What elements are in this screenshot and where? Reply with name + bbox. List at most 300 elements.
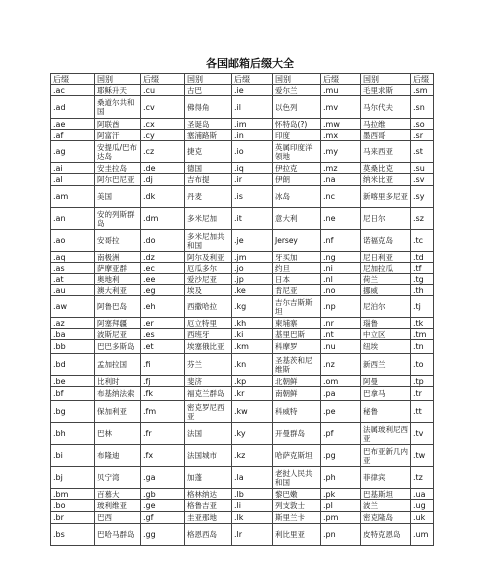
country-cell: 巴巴多斯岛: [95, 340, 141, 354]
country-cell: 丹麦: [185, 186, 232, 208]
suffix-cell: .sy: [411, 186, 434, 208]
country-cell: 法国城市: [185, 445, 232, 467]
suffix-cell: .td: [411, 252, 434, 263]
suffix-cell: .th: [411, 285, 434, 296]
country-cell: 伊朗: [273, 174, 321, 186]
suffix-cell: .il: [232, 96, 273, 119]
country-cell: 孟加拉国: [95, 354, 141, 376]
suffix-cell: .lb: [232, 489, 273, 500]
country-cell: 布基纳法索: [95, 387, 141, 401]
country-cell: 奥地利: [95, 274, 141, 285]
suffix-cell: .mw: [321, 119, 361, 130]
country-cell: 利比里亚: [273, 524, 321, 546]
suffix-cell: .ng: [321, 252, 361, 263]
country-cell: 巴西: [95, 512, 141, 524]
country-cell: 格鲁吉亚: [185, 500, 232, 512]
suffix-cell: .dk: [141, 186, 185, 208]
country-cell: 芬兰: [185, 354, 232, 376]
suffix-cell: .tw: [411, 445, 434, 467]
suffix-cell: .bi: [51, 445, 95, 467]
suffix-cell: .om: [321, 376, 361, 387]
country-cell: 毛里求斯: [361, 85, 411, 96]
country-cell: 瑙鲁: [361, 318, 411, 329]
table-row: [51, 376, 434, 387]
country-cell: 怀特岛(?): [273, 119, 321, 130]
page-title: 各国邮箱后缀大全: [206, 57, 294, 70]
table-row: [51, 467, 434, 489]
country-cell: 斯里兰卡: [273, 512, 321, 524]
suffix-cell: .jm: [232, 252, 273, 263]
suffix-cell: .af: [51, 130, 95, 141]
country-cell: 厄瓜多尔: [185, 263, 232, 274]
suffix-cell: .pn: [321, 524, 361, 546]
column-header: 国别: [95, 74, 141, 85]
suffix-cell: .fk: [141, 387, 185, 401]
suffix-cell: .tm: [411, 329, 434, 340]
country-cell: 圣诞岛: [185, 119, 232, 130]
suffix-cell: .tc: [411, 230, 434, 252]
suffix-cell: .er: [141, 318, 185, 329]
country-cell: 阿尔巴尼亚: [95, 174, 141, 186]
country-cell: 菲律宾: [361, 467, 411, 489]
suffix-cell: .et: [141, 340, 185, 354]
suffix-cell: .sz: [411, 208, 434, 230]
suffix-cell: .iq: [232, 163, 273, 174]
country-cell: 密克罗尼西亚: [185, 401, 232, 423]
table-row: [51, 423, 434, 445]
country-cell: 皮特克恩岛: [361, 524, 411, 546]
country-cell: 日本: [273, 274, 321, 285]
suffix-cell: .ec: [141, 263, 185, 274]
suffix-cell: .dz: [141, 252, 185, 263]
country-cell: 澳大利亚: [95, 285, 141, 296]
suffix-cell: .mv: [321, 96, 361, 119]
country-cell: 尼日利亚: [361, 252, 411, 263]
suffix-cell: .gb: [141, 489, 185, 500]
country-cell: 斐济: [185, 376, 232, 387]
suffix-cell: .fm: [141, 401, 185, 423]
suffix-cell: .dj: [141, 174, 185, 186]
suffix-cell: .az: [51, 318, 95, 329]
suffix-cell: .lk: [232, 512, 273, 524]
table-row: [51, 500, 434, 512]
suffix-cell: .pf: [321, 423, 361, 445]
suffix-cell: .bo: [51, 500, 95, 512]
country-cell: 吉布提: [185, 174, 232, 186]
country-cell: 德国: [185, 163, 232, 174]
suffix-cell: .eh: [141, 296, 185, 318]
column-header: 后缀: [51, 74, 95, 85]
suffix-cell: .be: [51, 376, 95, 387]
suffix-cell: .ae: [51, 119, 95, 130]
suffix-cell: .pm: [321, 512, 361, 524]
suffix-cell: .nu: [321, 340, 361, 354]
suffix-cell: .cx: [141, 119, 185, 130]
suffix-cell: .ge: [141, 500, 185, 512]
table-row: [51, 96, 434, 119]
suffix-cell: .su: [411, 163, 434, 174]
suffix-cell: .tg: [411, 274, 434, 285]
suffix-cell: .tt: [411, 401, 434, 423]
country-cell: 南极洲: [95, 252, 141, 263]
country-cell: 中立区: [361, 329, 411, 340]
suffix-cell: .na: [321, 174, 361, 186]
country-cell: 塞浦路斯: [185, 130, 232, 141]
country-cell: 安圭拉岛: [95, 163, 141, 174]
suffix-cell: .bg: [51, 401, 95, 423]
country-cell: 以色列: [273, 96, 321, 119]
country-cell: 吉尔吉斯斯坦: [273, 296, 321, 318]
column-header: 国别: [273, 74, 321, 85]
country-cell: 爱尔兰: [273, 85, 321, 96]
suffix-cell: .tn: [411, 340, 434, 354]
table-row: [51, 263, 434, 274]
suffix-cell: .tk: [411, 318, 434, 329]
country-cell: 圭亚那地: [185, 512, 232, 524]
suffix-cell: .nr: [321, 318, 361, 329]
suffix-cell: .fi: [141, 354, 185, 376]
suffix-cell: .an: [51, 208, 95, 230]
suffix-cell: .bb: [51, 340, 95, 354]
suffix-cell: .nz: [321, 354, 361, 376]
suffix-cell: .ki: [232, 329, 273, 340]
country-cell: 巴基斯坦: [361, 489, 411, 500]
country-cell: 圣基茨和尼维斯: [273, 354, 321, 376]
suffix-cell: .pa: [321, 387, 361, 401]
suffix-cell: .fr: [141, 423, 185, 445]
country-cell: 挪威: [361, 285, 411, 296]
country-cell: 巴哈马群岛: [95, 524, 141, 546]
suffix-cell: .do: [141, 230, 185, 252]
table-row: [51, 141, 434, 163]
country-cell: 荷兰: [361, 274, 411, 285]
suffix-cell: .ie: [232, 85, 273, 96]
country-cell: 马尔代夫: [361, 96, 411, 119]
country-cell: 纳米比亚: [361, 174, 411, 186]
suffix-cell: .gf: [141, 512, 185, 524]
country-cell: 捷克: [185, 141, 232, 163]
country-cell: 埃及: [185, 285, 232, 296]
country-cell: 马来西亚: [361, 141, 411, 163]
suffix-cell: .ir: [232, 174, 273, 186]
suffix-cell: .um: [411, 524, 434, 546]
column-header: 后缀: [232, 74, 273, 85]
table-row: [51, 163, 434, 174]
country-cell: 哈萨克斯坦: [273, 445, 321, 467]
suffix-cell: .no: [321, 285, 361, 296]
country-cell: 柬埔寨: [273, 318, 321, 329]
table-row: [51, 296, 434, 318]
suffix-cell: .tr: [411, 387, 434, 401]
suffix-cell: .gg: [141, 524, 185, 546]
table-header-row: [51, 74, 434, 85]
country-cell: 阿鲁巴岛: [95, 296, 141, 318]
column-header: 国别: [185, 74, 232, 85]
table-row: [51, 401, 434, 423]
country-cell: 爱沙尼亚: [185, 274, 232, 285]
country-cell: 厄立特里: [185, 318, 232, 329]
suffix-cell: .nc: [321, 186, 361, 208]
suffix-cell: .kh: [232, 318, 273, 329]
country-cell: 列支敦士: [273, 500, 321, 512]
suffix-cell: .lr: [232, 524, 273, 546]
country-cell: 佛得角: [185, 96, 232, 119]
suffix-cell: .it: [232, 208, 273, 230]
country-cell: 意大利: [273, 208, 321, 230]
suffix-cell: .bm: [51, 489, 95, 500]
suffix-cell: .as: [51, 263, 95, 274]
suffix-cell: .fx: [141, 445, 185, 467]
country-cell: 牙买加: [273, 252, 321, 263]
suffix-cell: .ni: [321, 263, 361, 274]
suffix-cell: .jo: [232, 263, 273, 274]
country-cell: 科摩罗: [273, 340, 321, 354]
country-cell: 安哥拉: [95, 230, 141, 252]
suffix-cell: .de: [141, 163, 185, 174]
country-cell: 黎巴嫩: [273, 489, 321, 500]
suffix-cell: .np: [321, 296, 361, 318]
country-cell: 阿曼: [361, 376, 411, 387]
suffix-cell: .ke: [232, 285, 273, 296]
suffix-cell: .cy: [141, 130, 185, 141]
country-cell: 尼日尔: [361, 208, 411, 230]
country-cell: 波兰: [361, 500, 411, 512]
country-cell: 秘鲁: [361, 401, 411, 423]
country-cell: 印度: [273, 130, 321, 141]
suffix-cell: .sv: [411, 174, 434, 186]
suffix-cell: .bs: [51, 524, 95, 546]
suffix-cell: .ne: [321, 208, 361, 230]
suffix-cell: .pe: [321, 401, 361, 423]
table-row: [51, 318, 434, 329]
suffix-cell: .pk: [321, 489, 361, 500]
suffix-cell: .dm: [141, 208, 185, 230]
suffix-cell: .tj: [411, 296, 434, 318]
suffix-cell: .im: [232, 119, 273, 130]
table-row: [51, 274, 434, 285]
table-row: [51, 130, 434, 141]
country-cell: 百慕大: [95, 489, 141, 500]
suffix-cell: .sm: [411, 85, 434, 96]
column-header: 后缀: [141, 74, 185, 85]
suffix-cell: .io: [232, 141, 273, 163]
country-cell: 比利时: [95, 376, 141, 387]
country-cell: Jersey: [273, 230, 321, 252]
country-cell: 法国: [185, 423, 232, 445]
suffix-cell: .jp: [232, 274, 273, 285]
suffix-cell: .ug: [411, 500, 434, 512]
tld-table: [50, 73, 434, 546]
column-header: 后缀: [411, 74, 434, 85]
country-cell: 伊拉克: [273, 163, 321, 174]
suffix-cell: .km: [232, 340, 273, 354]
country-cell: 莫桑比克: [361, 163, 411, 174]
suffix-cell: .am: [51, 186, 95, 208]
country-cell: 巴布亚新几内亚: [361, 445, 411, 467]
suffix-cell: .tp: [411, 376, 434, 387]
table-row: [51, 230, 434, 252]
country-cell: 密克隆岛: [361, 512, 411, 524]
suffix-cell: .kz: [232, 445, 273, 467]
table-row: [51, 445, 434, 467]
suffix-cell: .la: [232, 467, 273, 489]
country-cell: 纽埃: [361, 340, 411, 354]
country-cell: 布隆迪: [95, 445, 141, 467]
suffix-cell: .kr: [232, 387, 273, 401]
country-cell: 阿尔及利亚: [185, 252, 232, 263]
suffix-cell: .ga: [141, 467, 185, 489]
column-header: 后缀: [321, 74, 361, 85]
country-cell: 新西兰: [361, 354, 411, 376]
country-cell: 冰岛: [273, 186, 321, 208]
suffix-cell: .ai: [51, 163, 95, 174]
suffix-cell: .bj: [51, 467, 95, 489]
suffix-cell: .is: [232, 186, 273, 208]
suffix-cell: .aw: [51, 296, 95, 318]
table-row: [51, 489, 434, 500]
suffix-cell: .pl: [321, 500, 361, 512]
suffix-cell: .kw: [232, 401, 273, 423]
suffix-cell: .fj: [141, 376, 185, 387]
suffix-cell: .sr: [411, 130, 434, 141]
country-cell: 古巴: [185, 85, 232, 96]
suffix-cell: .aq: [51, 252, 95, 263]
country-cell: 新喀里多尼亚: [361, 186, 411, 208]
country-cell: 马拉维: [361, 119, 411, 130]
suffix-cell: .uk: [411, 512, 434, 524]
suffix-cell: .ee: [141, 274, 185, 285]
suffix-cell: .li: [232, 500, 273, 512]
table-row: [51, 285, 434, 296]
column-header: 国别: [361, 74, 411, 85]
country-cell: 巴拿马: [361, 387, 411, 401]
suffix-cell: .nf: [321, 230, 361, 252]
suffix-cell: .bf: [51, 387, 95, 401]
country-cell: 萨摩亚群: [95, 263, 141, 274]
suffix-cell: .mx: [321, 130, 361, 141]
country-cell: 北朝鲜: [273, 376, 321, 387]
country-cell: 安的列斯群岛: [95, 208, 141, 230]
table-row: [51, 85, 434, 96]
suffix-cell: .au: [51, 285, 95, 296]
country-cell: 安提瓜/巴布达岛: [95, 141, 141, 163]
country-cell: 科威特: [273, 401, 321, 423]
suffix-cell: .eg: [141, 285, 185, 296]
suffix-cell: .cz: [141, 141, 185, 163]
country-cell: 福克兰群岛: [185, 387, 232, 401]
suffix-cell: .ad: [51, 96, 95, 119]
country-cell: 阿富汗: [95, 130, 141, 141]
table-row: [51, 174, 434, 186]
suffix-cell: .st: [411, 141, 434, 163]
suffix-cell: .br: [51, 512, 95, 524]
suffix-cell: .tz: [411, 467, 434, 489]
country-cell: 多米尼加共和国: [185, 230, 232, 252]
table-row: [51, 387, 434, 401]
suffix-cell: .mu: [321, 85, 361, 96]
country-cell: 西班牙: [185, 329, 232, 340]
table-row: [51, 119, 434, 130]
suffix-cell: .ba: [51, 329, 95, 340]
suffix-cell: .ac: [51, 85, 95, 96]
table-row: [51, 524, 434, 546]
suffix-cell: .ua: [411, 489, 434, 500]
suffix-cell: .tv: [411, 423, 434, 445]
country-cell: 老挝人民共和国: [273, 467, 321, 489]
suffix-cell: .je: [232, 230, 273, 252]
country-cell: 西撒哈拉: [185, 296, 232, 318]
country-cell: 尼泊尔: [361, 296, 411, 318]
country-cell: 巴林: [95, 423, 141, 445]
country-cell: 法属玻利尼西亚: [361, 423, 411, 445]
suffix-cell: .cv: [141, 96, 185, 119]
country-cell: 开曼群岛: [273, 423, 321, 445]
suffix-cell: .so: [411, 119, 434, 130]
suffix-cell: .ky: [232, 423, 273, 445]
table-row: [51, 340, 434, 354]
suffix-cell: .ag: [51, 141, 95, 163]
table-row: [51, 252, 434, 263]
country-cell: 约旦: [273, 263, 321, 274]
suffix-cell: .al: [51, 174, 95, 186]
suffix-cell: .tf: [411, 263, 434, 274]
country-cell: 肯尼亚: [273, 285, 321, 296]
suffix-cell: .es: [141, 329, 185, 340]
country-cell: 南朝鲜: [273, 387, 321, 401]
suffix-cell: .mz: [321, 163, 361, 174]
table-row: [51, 329, 434, 340]
suffix-cell: .kn: [232, 354, 273, 376]
country-cell: 墨西哥: [361, 130, 411, 141]
suffix-cell: .my: [321, 141, 361, 163]
country-cell: 格恩西岛: [185, 524, 232, 546]
suffix-cell: .cu: [141, 85, 185, 96]
country-cell: 玻利维亚: [95, 500, 141, 512]
suffix-cell: .ao: [51, 230, 95, 252]
country-cell: 埃塞俄比亚: [185, 340, 232, 354]
country-cell: 格林纳达: [185, 489, 232, 500]
suffix-cell: .in: [232, 130, 273, 141]
suffix-cell: .nt: [321, 329, 361, 340]
country-cell: 诺福克岛: [361, 230, 411, 252]
table-row: [51, 208, 434, 230]
country-cell: 保加利亚: [95, 401, 141, 423]
country-cell: 桑道尔共和国: [95, 96, 141, 119]
suffix-cell: .to: [411, 354, 434, 376]
suffix-cell: .sn: [411, 96, 434, 119]
suffix-cell: .ph: [321, 467, 361, 489]
country-cell: 耶稣升天: [95, 85, 141, 96]
country-cell: 基里巴斯: [273, 329, 321, 340]
suffix-cell: .bh: [51, 423, 95, 445]
country-cell: 加蓬: [185, 467, 232, 489]
country-cell: 阿塞拜疆: [95, 318, 141, 329]
country-cell: 英属印度洋领地: [273, 141, 321, 163]
suffix-cell: .kp: [232, 376, 273, 387]
suffix-cell: .nl: [321, 274, 361, 285]
table-row: [51, 512, 434, 524]
country-cell: 阿联酋: [95, 119, 141, 130]
country-cell: 波斯尼亚: [95, 329, 141, 340]
table-row: [51, 354, 434, 376]
suffix-cell: .bd: [51, 354, 95, 376]
country-cell: 尼加拉瓜: [361, 263, 411, 274]
suffix-cell: .pg: [321, 445, 361, 467]
table-row: [51, 186, 434, 208]
country-cell: 多米尼加: [185, 208, 232, 230]
suffix-cell: .at: [51, 274, 95, 285]
country-cell: 贝宁湾: [95, 467, 141, 489]
